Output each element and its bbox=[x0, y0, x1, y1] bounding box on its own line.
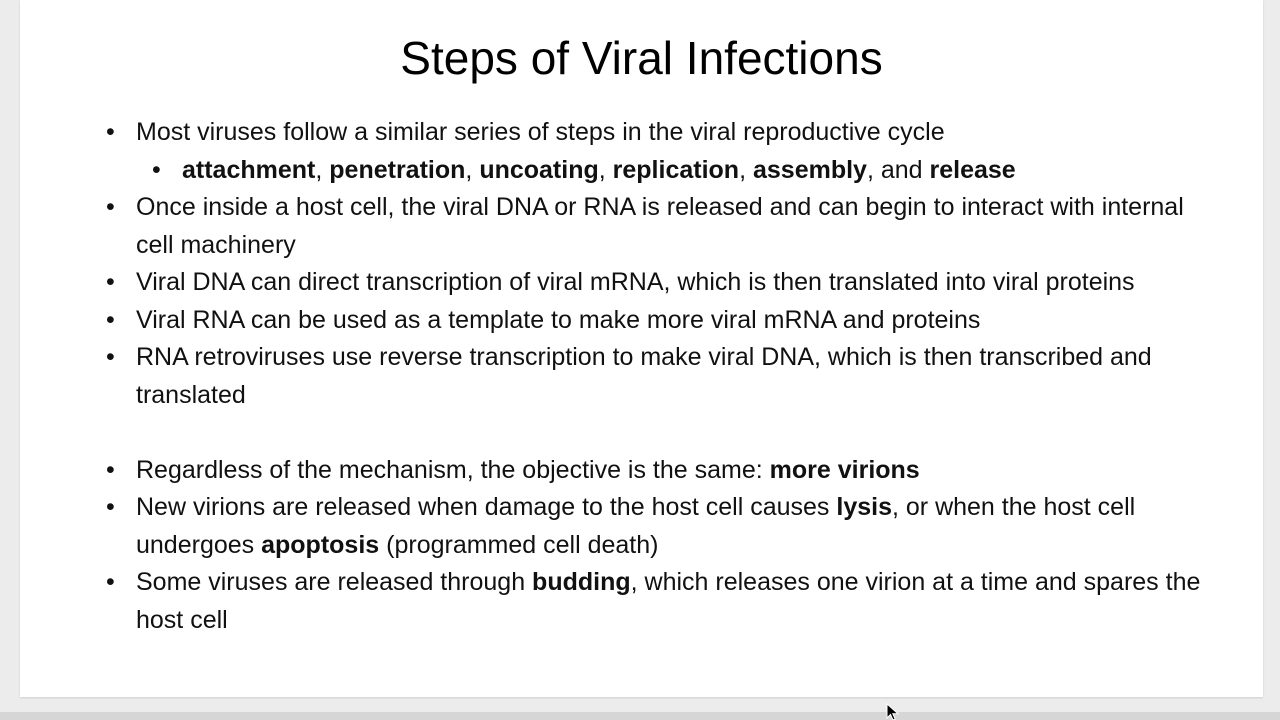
step-replication: replication bbox=[612, 155, 740, 184]
bottom-edge bbox=[0, 712, 1280, 720]
bullet-item-release bbox=[106, 489, 1216, 564]
bullet-text: Viral DNA can direct transcription of viral mRNA, which is then translated into viral proteins bbox=[136, 268, 1135, 296]
bullet-text: (programmed cell death) bbox=[379, 530, 659, 559]
bullet-item-objective bbox=[106, 452, 1216, 490]
separator: , bbox=[739, 155, 753, 184]
step-attachment: attachment bbox=[182, 155, 316, 184]
slide bbox=[20, 0, 1263, 697]
bullet-item-steps-overview bbox=[106, 114, 1216, 152]
step-uncoating: uncoating bbox=[479, 155, 599, 184]
bullet-text: New virions are released when damage to the host cell causes bbox=[136, 493, 837, 521]
bullet-text: , or when the host cell undergoes bbox=[136, 493, 1136, 559]
bullet-item-viral-dna bbox=[106, 264, 1216, 302]
step-penetration: penetration bbox=[329, 155, 466, 184]
bold-term-more-virions: more virions bbox=[769, 455, 920, 484]
bold-term-lysis: lysis bbox=[836, 493, 892, 521]
bullet-item-retroviruses bbox=[106, 339, 1216, 414]
separator: , and bbox=[866, 155, 930, 184]
separator: , bbox=[465, 155, 480, 184]
bold-term-apoptosis: apoptosis bbox=[261, 530, 380, 559]
separator: , bbox=[598, 155, 613, 184]
separator: , bbox=[315, 155, 330, 184]
bullet-text: Some viruses are released through bbox=[136, 568, 533, 596]
bullet-spacer bbox=[106, 414, 1216, 452]
bullet-text: RNA retroviruses use reverse transcription to make viral DNA, which is then transcribed and translated bbox=[136, 343, 1152, 409]
bold-term-budding: budding bbox=[532, 568, 631, 596]
arrow-pointer-icon bbox=[886, 703, 900, 720]
bullet-item-host-cell bbox=[106, 189, 1216, 264]
bullet-item-viral-rna bbox=[106, 302, 1216, 340]
bullet-text: Viral RNA can be used as a template to make more viral mRNA and proteins bbox=[136, 305, 981, 334]
bullet-item-budding bbox=[106, 564, 1216, 639]
bullet-text: Most viruses follow a similar series of steps in the viral reproductive cycle bbox=[136, 118, 945, 146]
bullet-text: Regardless of the mechanism, the objective is the same: bbox=[136, 455, 770, 484]
bullet-text: , which releases one virion at a time and spares the host cell bbox=[136, 568, 1201, 634]
bullet-text: Once inside a host cell, the viral DNA or RNA is released and can begin to interact with internal cell machinery bbox=[136, 193, 1184, 259]
bullet-list bbox=[106, 114, 1216, 639]
sub-bullet-steps-list bbox=[106, 152, 1216, 190]
step-assembly: assembly bbox=[752, 155, 867, 184]
slide-title: Steps of Viral Infections bbox=[400, 32, 883, 84]
step-release: release bbox=[929, 155, 1016, 184]
